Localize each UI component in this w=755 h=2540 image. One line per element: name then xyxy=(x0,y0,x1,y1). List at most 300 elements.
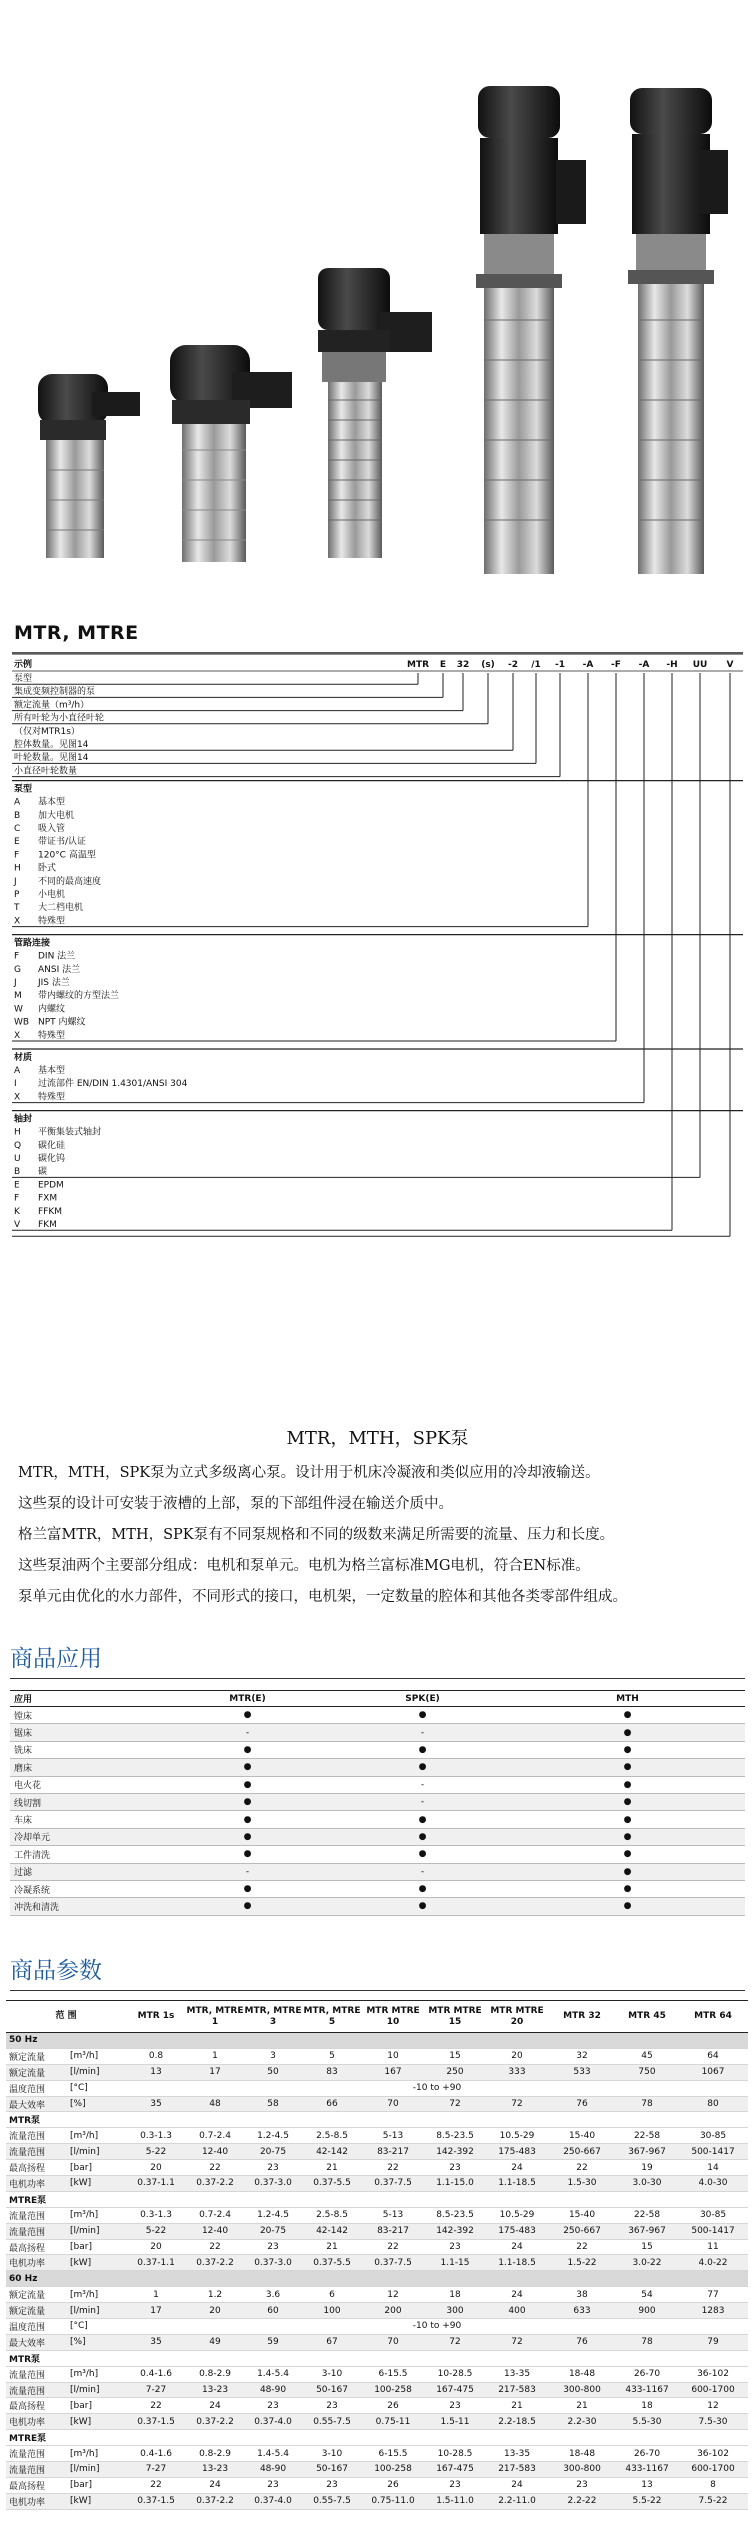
parameter-label: 电机功率 xyxy=(6,2414,68,2430)
parameter-value: 0.55-7.5 xyxy=(302,2493,362,2509)
description-body xyxy=(18,1458,755,1613)
key-item-code: X xyxy=(14,916,21,927)
parameter-value: 0.3-1.3 xyxy=(126,2207,186,2223)
pump-mtr-small-2 xyxy=(170,345,292,562)
parameter-value: 42-142 xyxy=(302,2223,362,2239)
parameter-value: 0.7-2.4 xyxy=(186,2128,244,2144)
parameter-value: 0.37-4.0 xyxy=(244,2493,302,2509)
parameter-label: 额定流量 xyxy=(6,2303,68,2319)
parameter-unit: [l/min] xyxy=(68,2144,126,2160)
parameter-value: 5.5-22 xyxy=(616,2493,678,2509)
parameter-value: 23 xyxy=(424,2160,486,2176)
parameter-value: 167-475 xyxy=(424,2462,486,2478)
parameter-unit: [l/min] xyxy=(68,2223,126,2239)
key-item-code: X xyxy=(14,1092,21,1103)
description-paragraph: 这些泵的设计可安装于液槽的上部，泵的下部组件浸在输送介质中。 xyxy=(18,1496,453,1512)
key-code-part: V xyxy=(726,660,734,670)
key-item-code: B xyxy=(14,1167,21,1178)
applications-row xyxy=(10,1880,745,1897)
parameter-value: 32 xyxy=(548,2048,616,2064)
key-item-code: B xyxy=(14,810,21,821)
parameter-row xyxy=(6,2414,748,2430)
parameter-value: 48-90 xyxy=(244,2382,302,2398)
parameter-value: 0.4-1.6 xyxy=(126,2366,186,2382)
parameter-value: 0.37-1.5 xyxy=(126,2414,186,2430)
parameter-label: 额定流量 xyxy=(6,2287,68,2303)
parameter-unit: [l/min] xyxy=(68,2382,126,2398)
key-code-part: UU xyxy=(692,660,708,670)
pump-series-row xyxy=(6,2350,748,2366)
applications-row xyxy=(10,1793,745,1810)
parameter-row xyxy=(6,2493,748,2509)
key-header-row-label: 额定流量（m³/h） xyxy=(14,700,90,711)
application-availability: ● xyxy=(335,1759,510,1776)
key-code-part: 32 xyxy=(456,660,470,670)
parameter-label: 最大效率 xyxy=(6,2096,68,2112)
parameter-row xyxy=(6,2207,748,2223)
parameter-value: 250-667 xyxy=(548,2144,616,2160)
parameter-value: 0.37-2.2 xyxy=(186,2176,244,2192)
parameter-value: 13-35 xyxy=(486,2446,548,2462)
parameter-unit: [m³/h] xyxy=(68,2446,126,2462)
parameter-value: 0.37-4.0 xyxy=(244,2414,302,2430)
parameter-value: 0.37-1.5 xyxy=(126,2493,186,2509)
parameter-value: 0.37-3.0 xyxy=(244,2255,302,2271)
parameter-value: 22 xyxy=(362,2239,424,2255)
parameter-unit: [m³/h] xyxy=(68,2128,126,2144)
key-item-code: T xyxy=(14,903,20,914)
type-key-title: MTR, MTRE xyxy=(14,622,139,644)
parameter-unit: [bar] xyxy=(68,2398,126,2414)
parameter-unit: [m³/h] xyxy=(68,2207,126,2223)
pump-mtr-large xyxy=(476,86,586,574)
parameter-value: 14 xyxy=(678,2160,748,2176)
application-availability: - xyxy=(335,1724,510,1741)
pump-series-row xyxy=(6,2191,748,2207)
parameter-value: 83-217 xyxy=(362,2144,424,2160)
parameter-label: 流量范围 xyxy=(6,2223,68,2239)
parameter-row xyxy=(6,2334,748,2350)
applications-row xyxy=(10,1759,745,1776)
key-item-label: EPDM xyxy=(38,1180,64,1191)
parameter-value: 20-75 xyxy=(244,2144,302,2160)
application-availability: ● xyxy=(510,1863,745,1880)
parameter-value: 60 xyxy=(244,2303,302,2319)
key-item-label: 碳化硅 xyxy=(38,1140,66,1151)
key-group-title: 轴封 xyxy=(14,1114,33,1125)
key-item-label: 特殊型 xyxy=(38,916,66,927)
parameter-row xyxy=(6,2382,748,2398)
frequency-label: 60 Hz xyxy=(6,2271,748,2287)
parameter-value: 175-483 xyxy=(486,2144,548,2160)
parameter-value: 72 xyxy=(424,2334,486,2350)
pump-series-label: MTR泵 xyxy=(6,2350,748,2366)
parameter-value: 217-583 xyxy=(486,2462,548,2478)
key-item-code: J xyxy=(14,876,17,887)
parameters-header-label: 范 围 xyxy=(6,2001,126,2033)
key-item-code: F xyxy=(14,850,20,861)
model-column-header: MTR MTRE 20 xyxy=(486,2001,548,2033)
parameter-value: 23 xyxy=(244,2398,302,2414)
parameter-value: 66 xyxy=(302,2096,362,2112)
type-key-diagram xyxy=(0,650,755,1390)
parameter-value: 22 xyxy=(186,2160,244,2176)
parameter-row xyxy=(6,2080,748,2096)
parameter-value: 10 xyxy=(362,2048,424,2064)
parameter-value: 23 xyxy=(424,2398,486,2414)
parameter-value: 20 xyxy=(126,2160,186,2176)
pump-mtr-medium xyxy=(318,268,432,558)
parameter-value: 23 xyxy=(424,2239,486,2255)
parameter-value: 2.2-18.5 xyxy=(486,2414,548,2430)
key-code-part: -F xyxy=(611,660,621,670)
parameter-label: 最高扬程 xyxy=(6,2477,68,2493)
parameter-value: 17 xyxy=(126,2303,186,2319)
applications-row xyxy=(10,1707,745,1724)
parameter-value: 0.37-5.5 xyxy=(302,2176,362,2192)
key-item-label: 120°C 高温型 xyxy=(38,850,96,861)
parameter-value: 1.1-18.5 xyxy=(486,2176,548,2192)
key-header-row-label: 叶轮数量。见图14 xyxy=(14,753,89,764)
parameter-value: 142-392 xyxy=(424,2144,486,2160)
key-group-title: 泵型 xyxy=(14,784,33,795)
application-availability: ● xyxy=(510,1724,745,1741)
applications-table xyxy=(10,1690,745,1916)
parameter-value: 76 xyxy=(548,2096,616,2112)
parameter-value: 23 xyxy=(244,2160,302,2176)
key-item-code: Q xyxy=(14,1140,22,1151)
parameter-unit: [kW] xyxy=(68,2176,126,2192)
parameter-value: 13 xyxy=(126,2064,186,2080)
parameter-value: 13-23 xyxy=(186,2382,244,2398)
parameter-value: 250 xyxy=(424,2064,486,2080)
key-item-code: G xyxy=(14,964,21,975)
section-divider xyxy=(10,1990,745,1991)
application-name: 铣床 xyxy=(10,1741,160,1758)
parameter-value: 21 xyxy=(486,2398,548,2414)
parameter-value: 0.4-1.6 xyxy=(126,2446,186,2462)
application-availability: - xyxy=(335,1793,510,1810)
key-item-code: A xyxy=(14,797,21,808)
parameter-value: 21 xyxy=(302,2239,362,2255)
parameter-unit: [l/min] xyxy=(68,2303,126,2319)
parameter-value: 142-392 xyxy=(424,2223,486,2239)
parameter-value: 42-142 xyxy=(302,2144,362,2160)
key-item-label: 特殊型 xyxy=(38,1030,66,1041)
key-code-part: (s) xyxy=(481,660,495,670)
model-column-header: MTR, MTRE 3 xyxy=(244,2001,302,2033)
parameter-value: 11 xyxy=(678,2239,748,2255)
parameter-value: 8.5-23.5 xyxy=(424,2207,486,2223)
parameter-row xyxy=(6,2144,748,2160)
key-header-row-label: 集成变频控制器的泵 xyxy=(14,687,96,698)
application-name: 电火花 xyxy=(10,1776,160,1793)
application-availability: - xyxy=(335,1863,510,1880)
parameter-value: 12-40 xyxy=(186,2144,244,2160)
parameter-value: 78 xyxy=(616,2334,678,2350)
parameter-unit: [%] xyxy=(68,2334,126,2350)
parameter-value: 1.5-11.0 xyxy=(424,2493,486,2509)
model-column-header: MTR MTRE 10 xyxy=(362,2001,424,2033)
parameter-value: 2.2-11.0 xyxy=(486,2493,548,2509)
applications-row xyxy=(10,1828,745,1845)
parameter-value: 15 xyxy=(424,2048,486,2064)
parameter-value: 167-475 xyxy=(424,2382,486,2398)
parameter-value: 26-70 xyxy=(616,2366,678,2382)
parameter-label: 额定流量 xyxy=(6,2064,68,2080)
parameter-value: -10 to +90 xyxy=(126,2319,748,2335)
parameter-unit: [m³/h] xyxy=(68,2048,126,2064)
parameter-value: 0.8-2.9 xyxy=(186,2366,244,2382)
application-name: 车床 xyxy=(10,1811,160,1828)
parameter-value: 0.7-2.4 xyxy=(186,2207,244,2223)
parameter-label: 最高扬程 xyxy=(6,2398,68,2414)
key-item-label: 不同的最高速度 xyxy=(38,876,102,887)
parameter-value: 70 xyxy=(362,2334,424,2350)
applications-row xyxy=(10,1741,745,1758)
parameter-value: 1.2 xyxy=(186,2287,244,2303)
parameter-value: 0.37-2.2 xyxy=(186,2255,244,2271)
parameter-value: 30-85 xyxy=(678,2128,748,2144)
application-availability: ● xyxy=(510,1846,745,1863)
parameter-row xyxy=(6,2176,748,2192)
key-code-part: -A xyxy=(582,660,594,670)
parameter-value: 30-85 xyxy=(678,2207,748,2223)
parameter-value: 0.37-7.5 xyxy=(362,2176,424,2192)
key-item-code: J xyxy=(14,978,17,988)
key-group-title: 管路连接 xyxy=(14,938,51,949)
parameter-value: 167 xyxy=(362,2064,424,2080)
parameter-value: 300 xyxy=(424,2303,486,2319)
parameter-value: 72 xyxy=(424,2096,486,2112)
parameter-value: 15 xyxy=(616,2239,678,2255)
parameter-value: 433-1167 xyxy=(616,2382,678,2398)
key-item-code: H xyxy=(14,863,21,874)
parameter-value: 23 xyxy=(548,2477,616,2493)
parameter-value: 15-40 xyxy=(548,2207,616,2223)
parameter-value: 2.5-8.5 xyxy=(302,2128,362,2144)
parameter-value: 100-258 xyxy=(362,2462,424,2478)
parameter-value: 12 xyxy=(362,2287,424,2303)
parameter-label: 流量范围 xyxy=(6,2446,68,2462)
description-paragraph: 这些泵油两个主要部分组成：电机和泵单元。电机为格兰富标准MG电机，符合EN标准。 xyxy=(18,1558,590,1574)
key-item-code: X xyxy=(14,1030,21,1041)
parameter-value: 1.5-22 xyxy=(548,2255,616,2271)
parameter-value: 600-1700 xyxy=(678,2462,748,2478)
parameter-value: 58 xyxy=(244,2096,302,2112)
parameter-label: 流量范围 xyxy=(6,2144,68,2160)
key-item-label: ANSI 法兰 xyxy=(38,964,81,975)
applications-header-cell: MTH xyxy=(510,1691,745,1707)
parameter-unit: [l/min] xyxy=(68,2462,126,2478)
model-column-header: MTR MTRE 15 xyxy=(424,2001,486,2033)
parameter-value: 64 xyxy=(678,2048,748,2064)
applications-section-title: 商品应用 xyxy=(10,1646,102,1672)
parameter-value: 2.2-30 xyxy=(548,2414,616,2430)
parameter-value: 24 xyxy=(486,2477,548,2493)
parameter-value: 35 xyxy=(126,2096,186,2112)
parameter-label: 电机功率 xyxy=(6,2255,68,2271)
parameter-value: 36-102 xyxy=(678,2446,748,2462)
parameter-value: 22-58 xyxy=(616,2128,678,2144)
application-availability: ● xyxy=(160,1759,335,1776)
parameter-value: 300-800 xyxy=(548,2462,616,2478)
application-availability: ● xyxy=(160,1828,335,1845)
parameter-unit: [bar] xyxy=(68,2239,126,2255)
key-item-code: E xyxy=(14,837,20,848)
parameter-unit: [kW] xyxy=(68,2414,126,2430)
key-item-code: F xyxy=(14,1193,20,1204)
key-header-row-label: 所有叶轮为小直径叶轮 xyxy=(14,713,105,724)
key-item-label: 大二档电机 xyxy=(38,903,84,914)
parameter-value: 7.5-30 xyxy=(678,2414,748,2430)
parameter-unit: [kW] xyxy=(68,2493,126,2509)
parameter-value: 78 xyxy=(616,2096,678,2112)
pump-series-label: MTRE泵 xyxy=(6,2191,748,2207)
key-code-part: MTR xyxy=(406,660,430,670)
key-header-row-label: 腔体数量。见图14 xyxy=(14,740,89,750)
model-column-header: MTR 32 xyxy=(548,2001,616,2033)
parameter-value: 22 xyxy=(362,2160,424,2176)
parameter-row xyxy=(6,2255,748,2271)
parameter-value: 23 xyxy=(244,2239,302,2255)
parameter-value: 5 xyxy=(302,2048,362,2064)
parameter-value: 48-90 xyxy=(244,2462,302,2478)
parameter-value: 0.8-2.9 xyxy=(186,2446,244,2462)
parameter-value: 76 xyxy=(548,2334,616,2350)
application-availability: ● xyxy=(335,1707,510,1724)
key-item-label: 带证书/认证 xyxy=(38,837,87,848)
application-availability: ● xyxy=(510,1880,745,1897)
parameter-value: 1.2-4.5 xyxy=(244,2128,302,2144)
parameter-row xyxy=(6,2477,748,2493)
parameters-table xyxy=(6,2000,748,2510)
parameter-value: 1.1-15.0 xyxy=(424,2176,486,2192)
parameter-value: 23 xyxy=(302,2477,362,2493)
parameter-value: 300-800 xyxy=(548,2382,616,2398)
parameter-value: 0.37-5.5 xyxy=(302,2255,362,2271)
parameter-label: 流量范围 xyxy=(6,2462,68,2478)
parameter-value: 2.2-22 xyxy=(548,2493,616,2509)
key-header-row-label: 泵型 xyxy=(14,674,33,684)
key-item-code: H xyxy=(14,1127,21,1138)
parameter-value: 19 xyxy=(616,2160,678,2176)
parameter-value: 333 xyxy=(486,2064,548,2080)
parameter-value: 1.4-5.4 xyxy=(244,2446,302,2462)
application-availability: ● xyxy=(510,1898,745,1915)
parameter-value: 0.3-1.3 xyxy=(126,2128,186,2144)
key-item-label: 碳 xyxy=(38,1167,48,1178)
parameter-unit: [%] xyxy=(68,2096,126,2112)
applications-row xyxy=(10,1811,745,1828)
key-item-code: WB xyxy=(14,1017,30,1028)
application-name: 过滤 xyxy=(10,1863,160,1880)
parameter-value: 20 xyxy=(486,2048,548,2064)
parameter-value: 3.0-30 xyxy=(616,2176,678,2192)
key-item-code: M xyxy=(14,991,22,1002)
parameter-value: 54 xyxy=(616,2287,678,2303)
parameter-value: 50-167 xyxy=(302,2462,362,2478)
model-column-header: MTR, MTRE 5 xyxy=(302,2001,362,2033)
parameter-value: 5-13 xyxy=(362,2128,424,2144)
parameter-label: 温度范围 xyxy=(6,2080,68,2096)
parameter-value: 49 xyxy=(186,2334,244,2350)
parameter-value: 22 xyxy=(126,2398,186,2414)
application-availability: ● xyxy=(160,1880,335,1897)
key-item-code: U xyxy=(14,1154,21,1164)
parameter-value: 367-967 xyxy=(616,2144,678,2160)
key-item-label: FFKM xyxy=(38,1206,63,1217)
frequency-group-row xyxy=(6,2033,748,2049)
parameter-value: 17 xyxy=(186,2064,244,2080)
parameter-unit: [bar] xyxy=(68,2477,126,2493)
applications-header-cell: MTR(E) xyxy=(160,1691,335,1707)
description-paragraph: 泵单元由优化的水力部件，不同形式的接口，电机架，一定数量的腔体和其他各类零部件组成。 xyxy=(18,1589,627,1605)
key-header-row-label: （仅对MTR1s） xyxy=(14,726,80,737)
parameter-value: 10-28.5 xyxy=(424,2366,486,2382)
parameter-value: 18 xyxy=(424,2287,486,2303)
parameter-value: 900 xyxy=(616,2303,678,2319)
parameter-value: 20 xyxy=(126,2239,186,2255)
parameter-value: 67 xyxy=(302,2334,362,2350)
applications-row xyxy=(10,1863,745,1880)
parameter-value: 24 xyxy=(186,2477,244,2493)
parameters-section-title: 商品参数 xyxy=(10,1958,102,1984)
parameter-value: 24 xyxy=(186,2398,244,2414)
parameter-value: 0.55-7.5 xyxy=(302,2414,362,2430)
parameter-label: 温度范围 xyxy=(6,2319,68,2335)
description-paragraph: MTR，MTH，SPK泵为立式多级离心泵。设计用于机床冷凝液和类似应用的冷却液输送。 xyxy=(18,1465,600,1481)
parameter-label: 最大效率 xyxy=(6,2334,68,2350)
application-availability: ● xyxy=(510,1759,745,1776)
parameter-value: 1.5-30 xyxy=(548,2176,616,2192)
parameter-label: 流量范围 xyxy=(6,2207,68,2223)
parameter-value: 100-258 xyxy=(362,2382,424,2398)
parameter-value: 7.5-22 xyxy=(678,2493,748,2509)
parameter-value: 4.0-30 xyxy=(678,2176,748,2192)
parameter-value: 1 xyxy=(186,2048,244,2064)
parameter-value: 7-27 xyxy=(126,2382,186,2398)
model-column-header: MTR 64 xyxy=(678,2001,748,2033)
parameter-value: 0.75-11 xyxy=(362,2414,424,2430)
applications-row xyxy=(10,1724,745,1741)
application-name: 磨床 xyxy=(10,1759,160,1776)
parameter-label: 流量范围 xyxy=(6,2366,68,2382)
parameter-value: 72 xyxy=(486,2334,548,2350)
key-item-code: V xyxy=(14,1220,21,1230)
parameter-value: 83 xyxy=(302,2064,362,2080)
pump-series-label: MTRE泵 xyxy=(6,2430,748,2446)
applications-header-row xyxy=(10,1691,745,1707)
parameter-value: 1.2-4.5 xyxy=(244,2207,302,2223)
key-header-row-label: 小直径叶轮数量 xyxy=(14,766,78,777)
parameter-value: 6 xyxy=(302,2287,362,2303)
parameter-label: 电机功率 xyxy=(6,2176,68,2192)
application-availability: ● xyxy=(160,1707,335,1724)
parameter-value: 18 xyxy=(616,2398,678,2414)
parameter-value: 0.75-11.0 xyxy=(362,2493,424,2509)
parameter-label: 流量范围 xyxy=(6,2382,68,2398)
parameter-value: 5.5-30 xyxy=(616,2414,678,2430)
application-availability: ● xyxy=(160,1811,335,1828)
parameter-value: 83-217 xyxy=(362,2223,424,2239)
parameter-value: 1 xyxy=(126,2287,186,2303)
parameter-value: 8 xyxy=(678,2477,748,2493)
parameter-row xyxy=(6,2446,748,2462)
parameter-value: 48 xyxy=(186,2096,244,2112)
parameter-value: -10 to +90 xyxy=(126,2080,748,2096)
key-item-code: P xyxy=(14,890,20,900)
